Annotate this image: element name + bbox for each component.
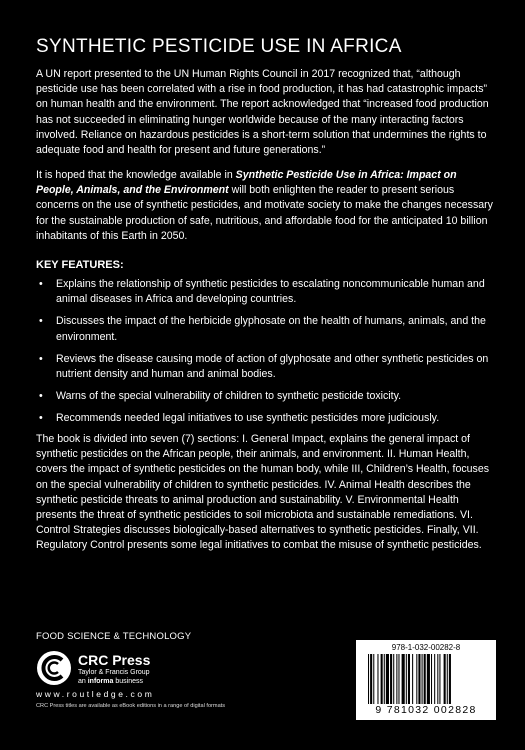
barcode-bar <box>386 654 389 704</box>
barcode-bar <box>434 654 435 704</box>
barcode-bar <box>398 654 399 704</box>
publisher-name: CRC Press <box>78 652 151 668</box>
isbn-top-text: 978-1-032-00282-8 <box>391 643 461 652</box>
key-features-list <box>36 277 496 434</box>
barcode-bar <box>447 654 448 704</box>
feature-text: Recommends needed legal initiatives to use synthetic pesticides more judiciously. <box>56 412 440 425</box>
feature-item <box>36 411 496 426</box>
bullet-icon: • <box>39 412 43 425</box>
ebook-note: CRC Press titles are available as eBook editions in a range of digital formats <box>36 703 226 709</box>
feature-item <box>36 352 496 382</box>
feature-text: Discusses the impact of the herbicide glyphosate on the health of humans, animals, and the environment. <box>56 315 486 343</box>
isbn-bottom-text: 9 781032 002828 <box>375 704 477 716</box>
barcode-bar <box>402 654 405 704</box>
barcode-bar <box>393 654 394 704</box>
barcode-bar <box>384 654 385 704</box>
bullet-icon: • <box>39 390 43 403</box>
feature-text: Warns of the special vulnerability of children to synthetic pesticide toxicity. <box>56 390 402 403</box>
publisher-parent <box>78 678 143 685</box>
bullet-icon: • <box>39 352 43 365</box>
isbn-barcode <box>356 640 496 720</box>
barcode-bar <box>368 654 369 704</box>
barcode-bar <box>396 654 397 704</box>
barcode-bar <box>422 654 423 704</box>
crc-press-logo-icon <box>36 650 72 686</box>
sections-paragraph: The book is divided into seven (7) sections: I. General Impact, explains the general impact of synthetic pesticides on the African people, their animals, and environment. II. Human Health, covers the impact of synthetic pesticides on the human body, while III, Children’s Health, focuses on the special vulnerability of children to synthetic pesticides. IV. Animal Health describes the synthetic pesticide threats to animal production and sustainability. V. Environmental Health presents the threat of synthetic pesticides to soil microbiota and sustainable remediations. VI. Control Strategies discusses biologically-based alternatives to synthetic pesticides. Finally, VII. Regulatory Control presents some legal initiatives to combat the misuse of synthetic pesticides. <box>36 433 490 552</box>
barcode-bar <box>444 654 446 704</box>
book-title-inline: Synthetic Pesticide Use in Africa: Impact on People, Animals, and the Environment <box>36 169 457 197</box>
page-title: SYNTHETIC PESTICIDE USE IN AFRICA <box>36 36 402 57</box>
barcode-bar <box>406 654 407 704</box>
subject-category: FOOD SCIENCE & TECHNOLOGY <box>36 631 192 642</box>
barcode-bar <box>424 654 426 704</box>
intro-paragraph: A UN report presented to the UN Human Rights Council in 2017 recognized that, “although pesticide use has been correlated with a rise in food production, it has had catastrophic impacts” on human health and the environment. The report acknowledged that “increased food production has not succeeded in eliminating hunger worldwide because of the many interacting factors involved. Reliance on hazardous pesticides is a short-term solution that undermines the rights to adequate food and health for present and future generations.” <box>36 68 489 157</box>
barcode-bar <box>427 654 430 704</box>
bullet-icon: • <box>39 315 43 328</box>
barcode-bar <box>377 654 378 704</box>
feature-text: Reviews the disease causing mode of action of glyphosate and other synthetic pesticides on nutrient density and human and animal bodies. <box>56 352 489 381</box>
bullet-icon: • <box>39 278 43 290</box>
barcode-bar <box>431 654 432 704</box>
barcode-bars-icon <box>368 654 486 704</box>
barcode-bar <box>437 654 438 704</box>
feature-item <box>36 314 496 344</box>
barcode-bar <box>408 654 410 704</box>
publisher-logo <box>36 650 206 688</box>
barcode-bar <box>449 654 451 704</box>
barcode-bar <box>412 654 413 704</box>
hope-paragraph <box>36 168 495 244</box>
barcode-bar <box>373 654 374 704</box>
publisher-group: Taylor & Francis Group <box>78 669 150 676</box>
publisher-parent-suffix: business <box>113 678 143 685</box>
key-features-heading: KEY FEATURES: <box>36 259 124 271</box>
publisher-website[interactable]: www.routledge.com <box>36 689 155 699</box>
hope-paragraph-after: will both enlighten the reader to present serious concerns on the use of synthetic pesticides, and motivate society to make the changes necessary for the sustainable production of safe, nutritious, and affordable food for the anticipated 10 billion inhabitants of this Earth in 2050. <box>36 184 493 242</box>
publisher-parent-prefix: an <box>78 678 88 685</box>
barcode-bar <box>390 654 392 704</box>
barcode-bar <box>439 654 440 704</box>
barcode-bar <box>370 654 372 704</box>
barcode-bar <box>416 654 417 704</box>
barcode-bar <box>418 654 420 704</box>
feature-item <box>36 389 496 404</box>
feature-item <box>36 277 496 307</box>
feature-text: Explains the relationship of synthetic pesticides to escalating noncommunicable human and animal diseases in Africa and developing countries. <box>56 278 485 306</box>
barcode-bar <box>381 654 383 704</box>
hope-paragraph-before: It is hoped that the knowledge available in <box>36 169 236 181</box>
publisher-parent-bold: informa <box>87 678 114 685</box>
